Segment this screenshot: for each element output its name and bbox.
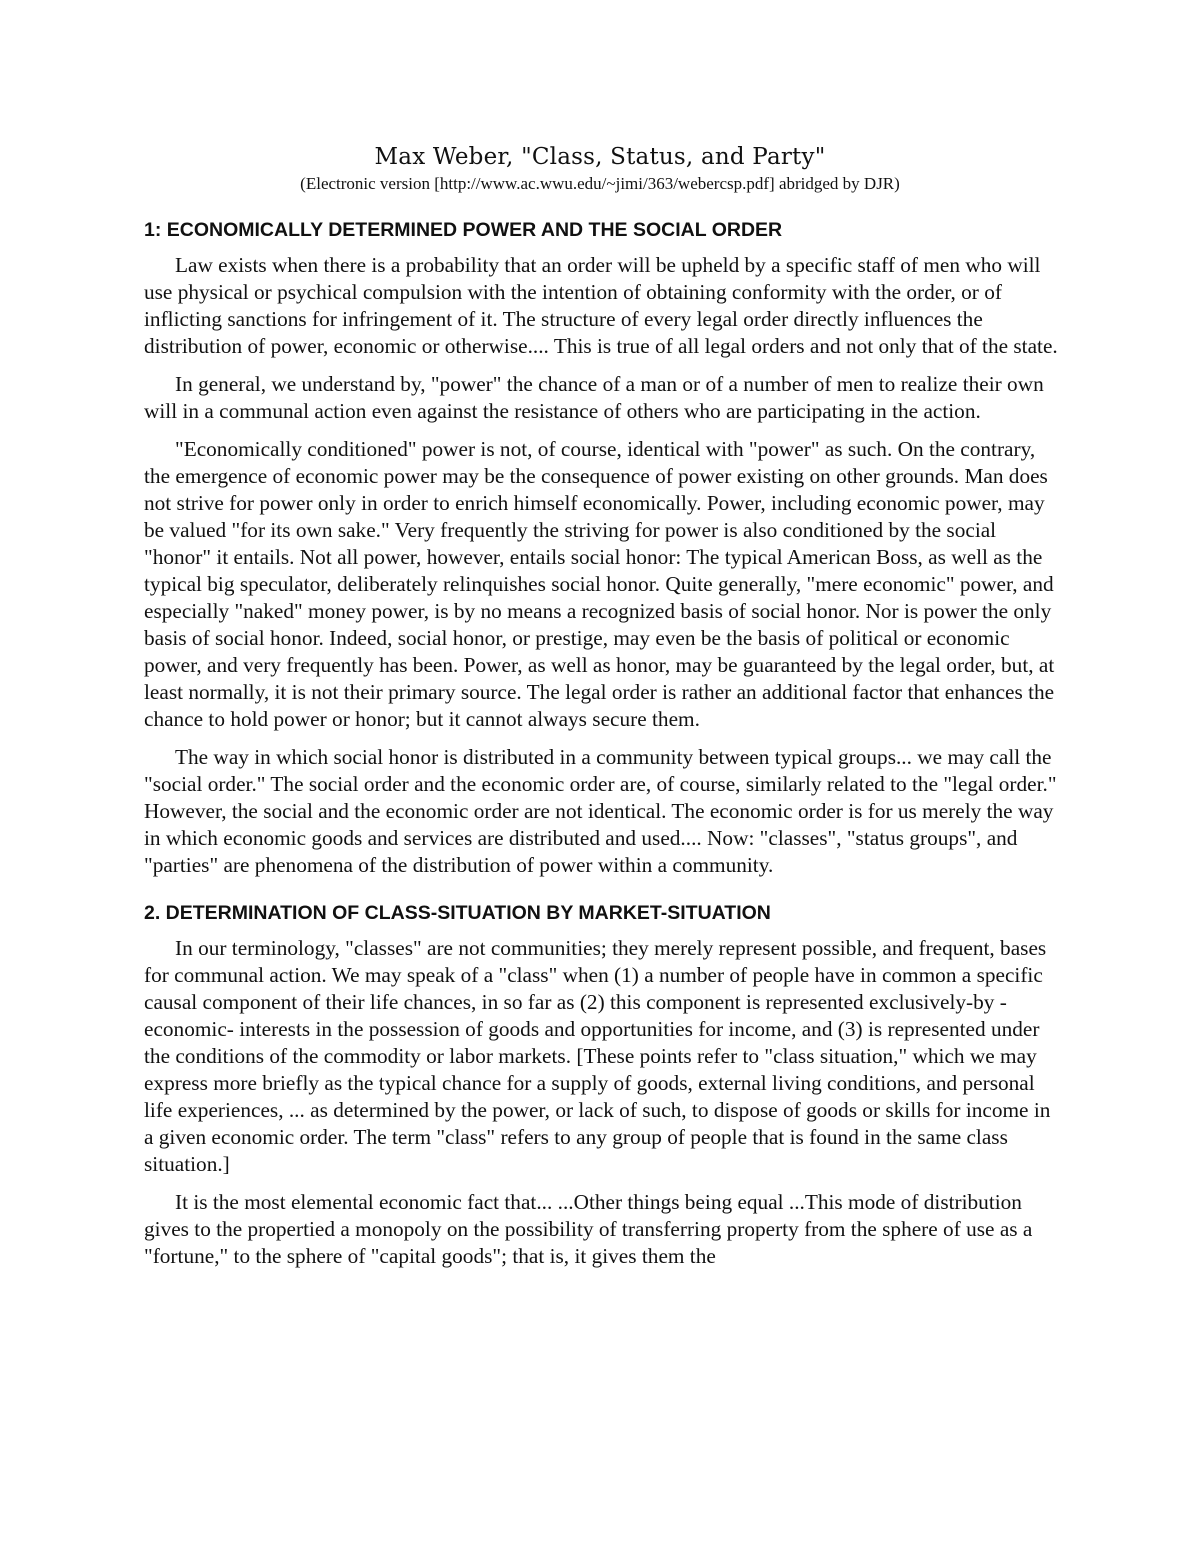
section-1-paragraph-4: The way in which social honor is distributed in a community between typical groups... we may call the "social order." The social order and the economic order are, of course, similarly related to the "legal order." However, the social and the economic order are not identical. The economic order is for us merely the way in which economic goods and services are distributed and used.... Now: "classes", "status groups", and "parties" are phenomena of the distribution of power within a community. [144,745,1057,877]
section-2-paragraph-2: It is the most elemental economic fact that... ...Other things being equal ...This mode of distribution gives to the propertied a monopoly on the possibility of transferring property from the sphere of use as a "fortune," to the sphere of "capital goods"; that is, it gives them the [144,1190,1033,1268]
section-1-paragraph-1: Law exists when there is a probability that an order will be upheld by a specific staff of men who will use physical or psychical compulsion with the intention of obtaining conformity with the order, or of inflicting sanctions for infringement of it. The structure of every legal order directly influences the distribution of power, economic or otherwise.... This is true of all legal orders and not only that of the state. [144,253,1058,358]
section-2-paragraph-1: In our terminology, "classes" are not communities; they merely represent possible, and frequent, bases for communal action. We may speak of a "class" when (1) a number of people have in common a specific causal component of their life chances, in so far as (2) this component is represented exclusively-by -economic- interests in the possession of goods and opportunities for income, and (3) is represented under the conditions of the commodity or labor markets. [These points refer to "class situation," which we may express more briefly as the typical chance for a supply of goods, external living conditions, and personal life experiences, ... as determined by the power, or lack of such, to dispose of goods or skills for income in a given economic order. The term "class" refers to any group of people that is found in the same class situation.] [144,936,1051,1176]
section-1-heading: 1: ECONOMICALLY DETERMINED POWER AND THE SOCIAL ORDER [144,219,783,241]
document-title: Max Weber, "Class, Status, and Party" [374,144,826,170]
document-subtitle: (Electronic version [http://www.ac.wwu.edu/~jimi/363/webercsp.pdf] abridged by DJR) [300,174,900,193]
section-1-paragraph-3: "Economically conditioned" power is not, of course, identical with "power" as such. On the contrary, the emergence of economic power may be the consequence of power existing on other grounds. Man does not strive for power only in order to enrich himself economically. Power, including economic power, may be valued "for its own sake." Very frequently the striving for power is also conditioned by the social "honor" it entails. Not all power, however, entails social honor: The typical American Boss, as well as the typical big speculator, deliberately relinquishes social honor. Quite generally, "mere economic" power, and especially "naked" money power, is by no means a recognized basis of social honor. Nor is power the only basis of social honor. Indeed, social honor, or prestige, may even be the basis of political or economic power, and very frequently has been. Power, as well as honor, may be guaranteed by the legal order, but, at least normally, it is not their primary source. The legal order is rather an additional factor that enhances the chance to hold power or honor; but it cannot always secure them. [144,437,1055,731]
document-body [144,216,1064,1281]
section-2-heading: 2. DETERMINATION OF CLASS-SITUATION BY MARKET-SITUATION [144,902,771,924]
title-block [0,142,1200,195]
section-1-paragraph-2: In general, we understand by, "power" the chance of a man or of a number of men to realize their own will in a communal action even against the resistance of others who are participating in the action. [144,372,1044,423]
